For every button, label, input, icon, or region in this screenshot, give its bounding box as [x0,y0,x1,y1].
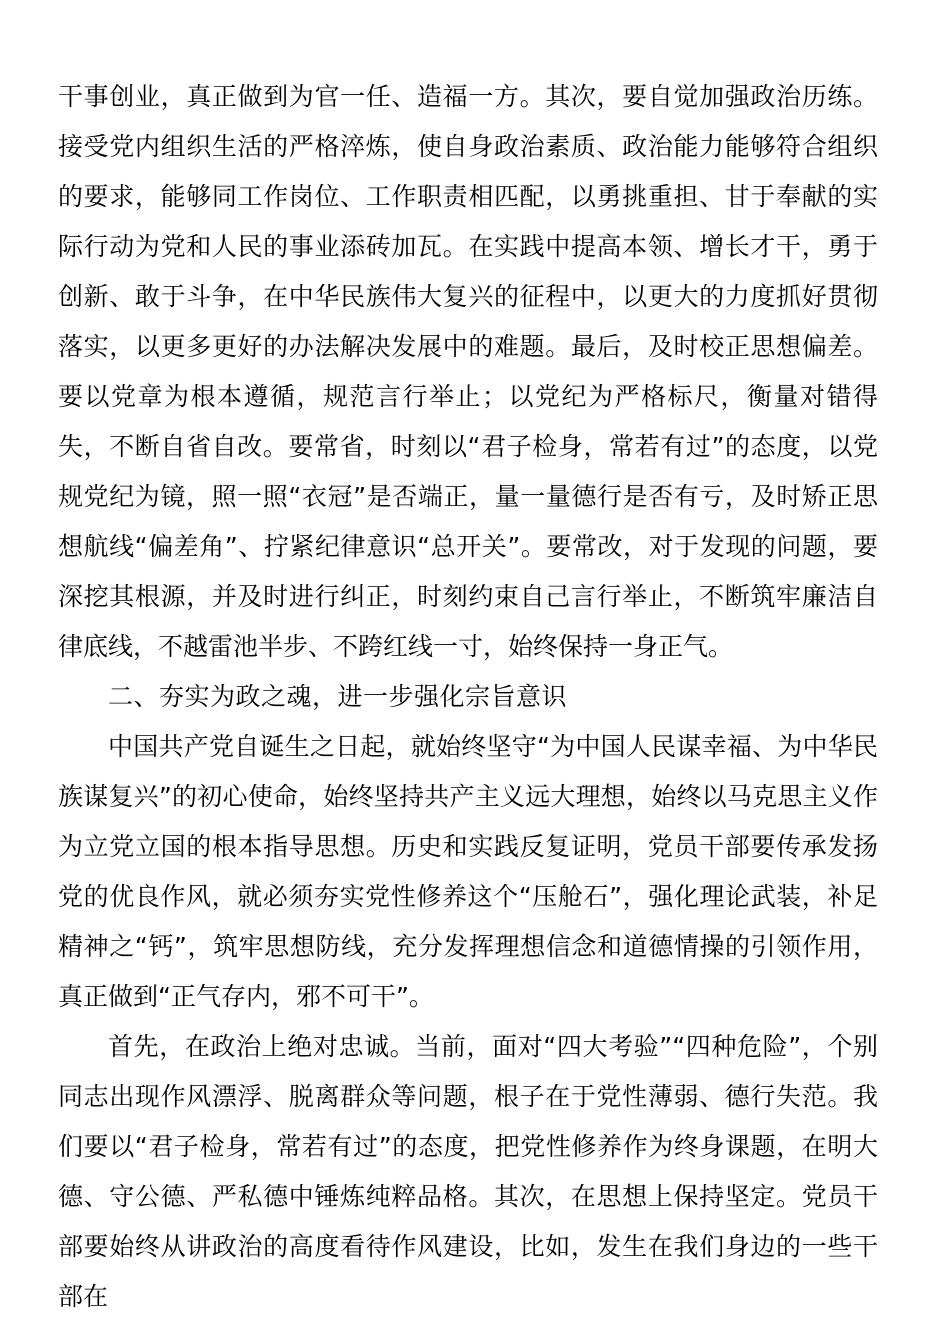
body-paragraph-2: 中国共产党自诞生之日起，就始终坚守“为中国人民谋幸福、为中华民族谋复兴”的初心使命，始终坚持共产主义远大理想，始终以马克思主义作为立党立国的根本指导思想。历史和实践反复证明，党员干部要传承发扬党的优良作风，就必须夯实党性修养这个“压舱石”，强化理论武装，补足精神之“钙”，筑牢思想防线，充分发挥理想信念和道德情操的引领作用，真正做到“正气存内，邪不可干”。 [58,732,878,1011]
document-page [58,72,878,1322]
body-paragraph-3: 首先，在政治上绝对忠诚。当前，面对“四大考验”“四种危险”，个别同志出现作风漂浮、脱离群众等问题，根子在于党性薄弱、德行失范。我们要以“君子检身，常若有过”的态度，把党性修养作为终身课题，在明大德、守公德、严私德中锤炼纯粹品格。其次，在思想上保持坚定。党员干部要始终从讲政治的高度看待作风建设，比如，发生在我们身边的一些干部在 [58,1032,878,1311]
section-heading-2: 二、夯实为政之魂，进一步强化宗旨意识 [108,682,568,711]
body-paragraph-1: 干事创业，真正做到为官一任、造福一方。其次，要自觉加强政治历练。接受党内组织生活的严格淬炼，使自身政治素质、政治能力能够符合组织的要求，能够同工作岗位、工作职责相匹配，以勇挑重担、甘于奉献的实际行动为党和人民的事业添砖加瓦。在实践中提高本领、增长才干，勇于创新、敢于斗争，在中华民族伟大复兴的征程中，以更大的力度抓好贯彻落实，以更多更好的办法解决发展中的难题。最后，及时校正思想偏差。要以党章为根本遵循，规范言行举止；以党纪为严格标尺，衡量对错得失，不断自省自改。要常省，时刻以“君子检身，常若有过”的态度，以党规党纪为镜，照一照“衣冠”是否端正，量一量德行是否有亏，及时矫正思想航线“偏差角”、拧紧纪律意识“总开关”。要常改，对于发现的问题，要深挖其根源，并及时进行纠正，时刻约束自己言行举止，不断筑牢廉洁自律底线，不越雷池半步、不跨红线一寸，始终保持一身正气。 [58,82,878,661]
